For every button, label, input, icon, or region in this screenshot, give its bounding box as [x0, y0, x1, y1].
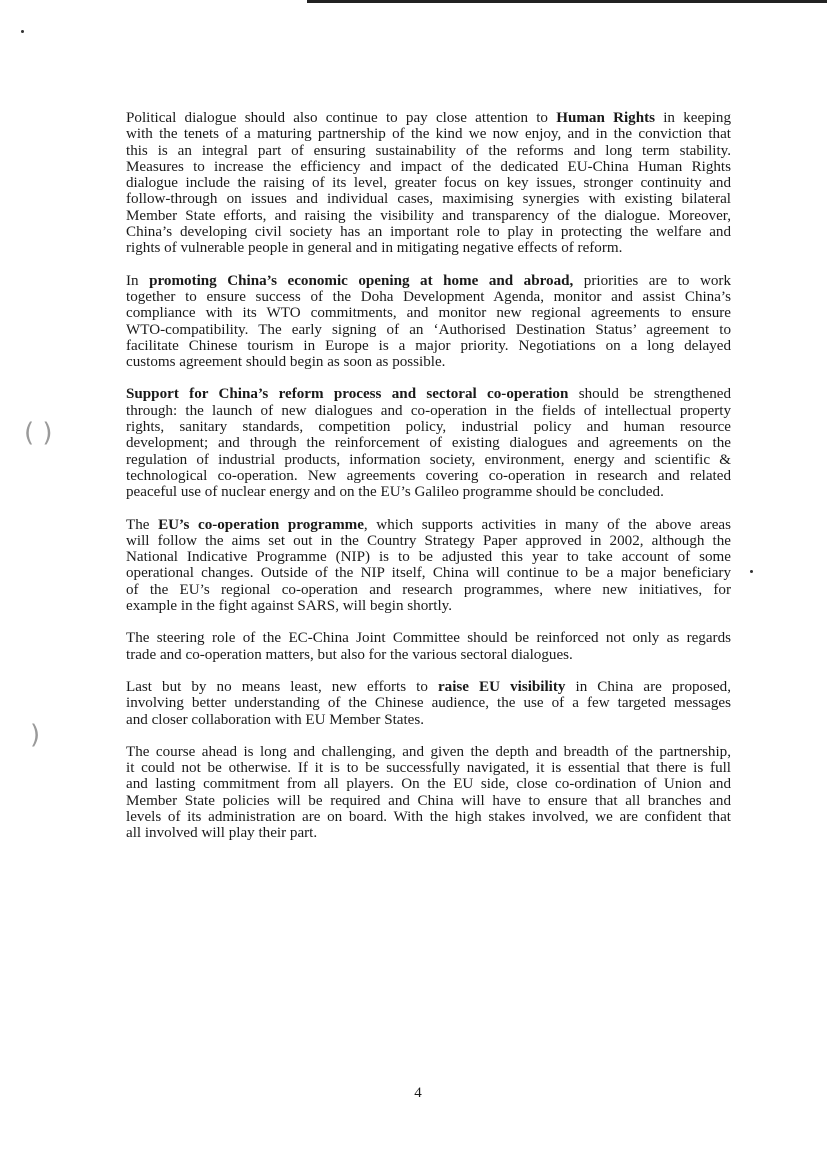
- text-line: [126, 208, 731, 224]
- text-run: with the tenets of a maturing partnership of the kind we now enjoy, and in the conviction that: [126, 126, 731, 143]
- paragraph: [126, 744, 731, 842]
- text-line: [126, 468, 731, 484]
- text-line: [126, 419, 731, 435]
- text-line: [126, 760, 731, 776]
- text-run: in China are proposed,: [565, 678, 731, 695]
- text-run: peaceful use of nuclear energy and on the EU’s Galileo programme should be concluded.: [126, 484, 664, 501]
- text-run: WTO-compatibility. The early signing of an ‘Authorised Destination Status’ agreement to: [126, 321, 731, 338]
- punch-hole-mark: ): [30, 720, 41, 750]
- text-run: rights of vulnerable people in general and in mitigating negative effects of reform.: [126, 240, 623, 257]
- text-run: in keeping: [655, 110, 731, 126]
- text-line: [126, 630, 731, 646]
- text-line: [126, 582, 731, 598]
- bold-phrase: raise EU visibility: [437, 678, 566, 695]
- text-run: compliance with its WTO commitments, and monitor new regional agreements to ensure: [126, 305, 731, 322]
- text-run: regulation of industrial products, information society, environment, energy and scientific &: [126, 451, 731, 468]
- text-run: and lasting commitment from all players. On the EU side, close co-ordination of Union and: [126, 776, 731, 793]
- text-line: [126, 679, 731, 695]
- top-edge-rule: [307, 0, 827, 3]
- text-line: [126, 695, 731, 711]
- paragraph: [126, 517, 731, 615]
- text-run: should be strengthened: [568, 386, 731, 403]
- paragraph: [126, 110, 731, 257]
- text-line: [126, 305, 731, 321]
- text-run: facilitate Chinese tourism in Europe is a major priority. Negotiations on a long delayed: [126, 337, 731, 354]
- text-run: development; and through the reinforcement of existing dialogues and agreements on the: [126, 435, 731, 452]
- text-line: [126, 289, 731, 305]
- text-line: [126, 159, 731, 175]
- bold-phrase: EU’s co-operation programme: [158, 516, 364, 533]
- text-run: rights, sanitary standards, competition policy, industrial policy and human resource: [126, 419, 731, 436]
- text-line: [126, 273, 731, 289]
- text-line: [126, 338, 731, 354]
- paragraph: [126, 386, 731, 500]
- text-line: [126, 452, 731, 468]
- text-run: of the EU’s regional co-operation and research programmes, where new initiatives, for: [126, 581, 731, 598]
- text-run: trade and co-operation matters, but also for the various sectoral dialogues.: [126, 646, 573, 663]
- text-line: [126, 143, 731, 159]
- text-line: [126, 322, 731, 338]
- text-run: Last but by no means least, new efforts to: [126, 678, 438, 695]
- text-line: [126, 744, 731, 760]
- text-run: this is an integral part of ensuring sustainability of the reforms and long term stability.: [126, 142, 731, 159]
- text-line: [126, 517, 731, 533]
- text-run: Measures to increase the efficiency and impact of the dedicated EU-China Human Rights: [126, 158, 731, 175]
- text-run: will follow the aims set out in the Country Strategy Paper approved in 2002, although the: [126, 532, 731, 549]
- text-run: Member State efforts, and raising the visibility and transparency of the dialogue. Moreover,: [126, 207, 731, 224]
- text-run: Member State policies will be required and China will have to ensure that all branches and: [126, 792, 731, 809]
- text-line: [126, 712, 731, 728]
- text-run: China’s developing civil society has an important role to play in protecting the welfare and: [126, 224, 731, 241]
- scan-speck: [750, 570, 753, 573]
- text-line: [126, 386, 731, 402]
- text-line: [126, 793, 731, 809]
- text-run: dialogue include the raising of its level, greater focus on key issues, stronger continuity and: [126, 175, 731, 192]
- text-run: through: the launch of new dialogues and co-operation in the fields of intellectual property: [126, 402, 731, 419]
- text-run: priorities are to work: [573, 272, 731, 289]
- text-run: follow-through on issues and individual cases, maximising synergies with existing bilateral: [126, 191, 731, 208]
- text-line: [126, 110, 731, 126]
- paragraph: [126, 679, 731, 728]
- paragraph: [126, 273, 731, 371]
- text-line: [126, 354, 731, 370]
- text-line: [126, 484, 731, 500]
- page-number: 4: [414, 1085, 422, 1101]
- text-line: [126, 224, 731, 240]
- text-run: The course ahead is long and challenging, and given the depth and breadth of the partnership,: [126, 743, 731, 760]
- text-run: operational changes. Outside of the NIP itself, China will continue to be a major beneficiary: [126, 565, 731, 582]
- text-run: customs agreement should begin as soon as possible.: [126, 354, 446, 371]
- text-line: [126, 403, 731, 419]
- text-line: [126, 435, 731, 451]
- text-line: [126, 175, 731, 191]
- bold-phrase: Support for China’s reform process and sectoral co-operation: [126, 386, 569, 403]
- text-run: involving better understanding of the Chinese audience, the use of a few targeted messages: [126, 695, 731, 712]
- text-run: The steering role of the EC-China Joint Committee should be reinforced not only as regards: [126, 630, 731, 647]
- text-line: [126, 598, 731, 614]
- bold-phrase: promoting China’s economic opening at home and abroad,: [149, 272, 574, 289]
- text-run: National Indicative Programme (NIP) is to be adjusted this year to take account of some: [126, 549, 731, 566]
- text-line: [126, 191, 731, 207]
- text-run: levels of its administration are on board. With the high stakes involved, we are confident that: [126, 808, 731, 825]
- text-line: [126, 647, 731, 663]
- text-run: In: [126, 272, 150, 289]
- text-line: [126, 776, 731, 792]
- text-line: [126, 809, 731, 825]
- scan-speck: [21, 30, 24, 33]
- text-run: it could not be otherwise. If it is to be successfully navigated, it is essential that there is full: [126, 760, 731, 777]
- bold-phrase: Human Rights: [556, 110, 656, 126]
- text-run: Political dialogue should also continue to pay close attention to: [126, 110, 557, 126]
- text-run: together to ensure success of the Doha Development Agenda, monitor and assist China’s: [126, 288, 731, 305]
- text-line: [126, 240, 731, 256]
- text-line: [126, 533, 731, 549]
- text-run: technological co-operation. New agreements covering co-operation in research and related: [126, 467, 731, 484]
- text-line: [126, 565, 731, 581]
- text-line: [126, 825, 731, 841]
- text-run: and closer collaboration with EU Member States.: [126, 711, 425, 728]
- text-run: , which supports activities in many of the above areas: [363, 516, 731, 533]
- text-line: [126, 126, 731, 142]
- paragraph: [126, 630, 731, 663]
- punch-hole-mark: ( ): [24, 418, 53, 448]
- text-run: all involved will play their part.: [126, 825, 318, 842]
- text-run: example in the fight against SARS, will begin shortly.: [126, 598, 453, 615]
- text-line: [126, 549, 731, 565]
- document-body: [126, 110, 731, 858]
- text-run: The: [126, 516, 159, 533]
